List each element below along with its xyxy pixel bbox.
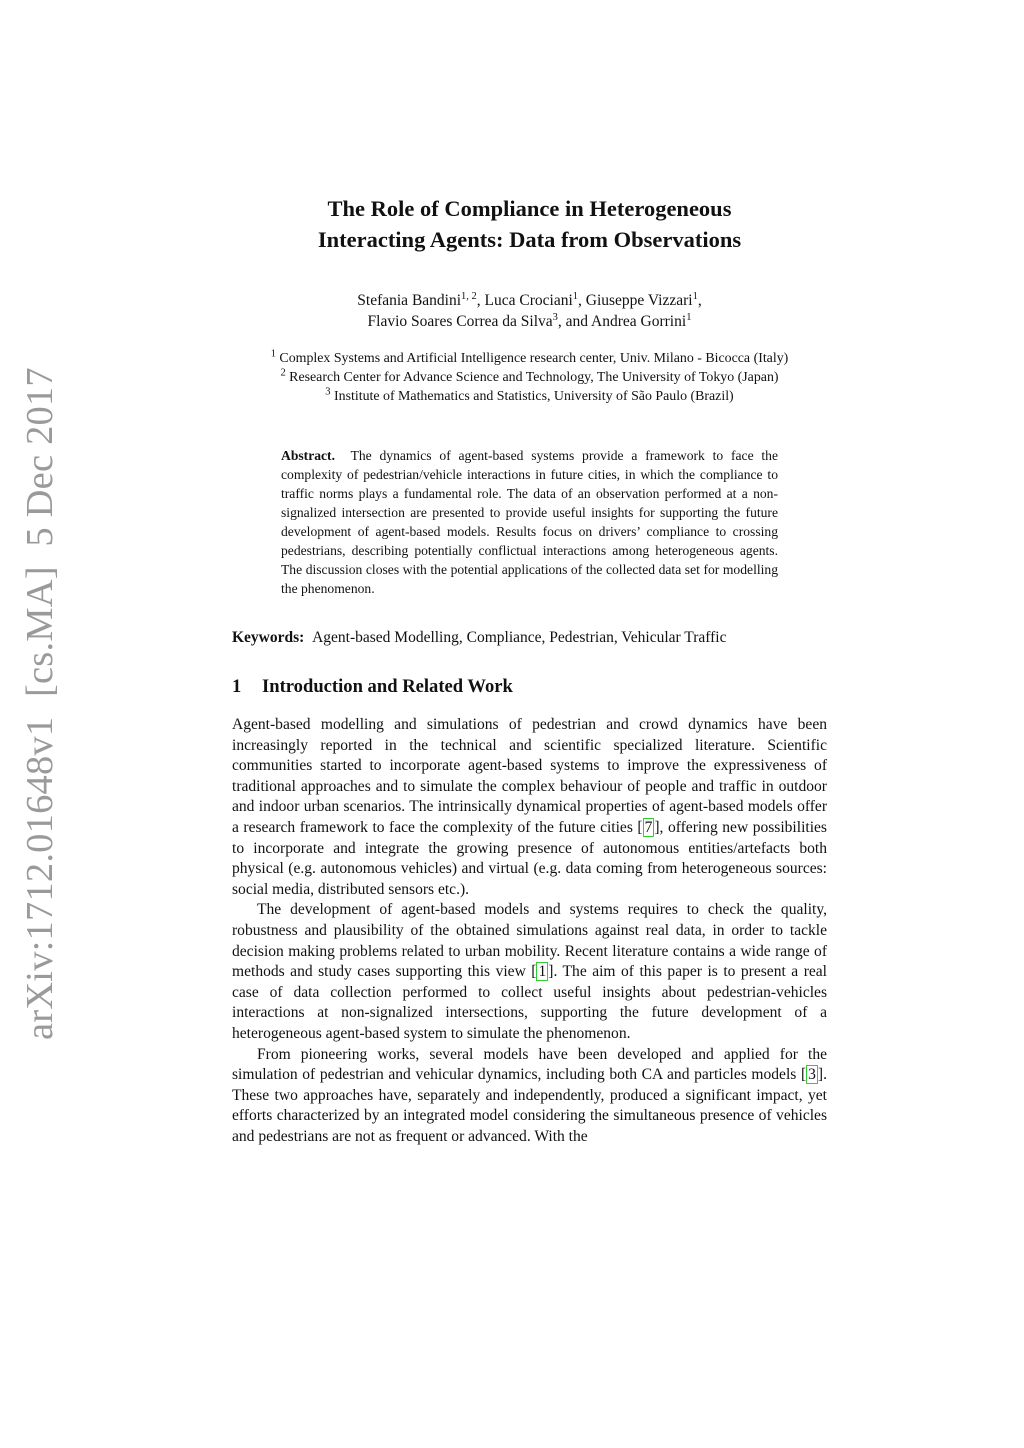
abstract-block xyxy=(281,446,778,598)
author-affiliation-mark: 1, 2 xyxy=(461,290,477,302)
author-name: Stefania Bandini xyxy=(357,292,462,309)
paragraph-text: The development of agent-based models and systems requires to check the quality, robustness and plausibility of the obtained simulations against real data, in order to tackle decision making problems related to urban mobility. Recent literature contains a wide range of methods and study cases supporting this view [ xyxy=(232,901,827,981)
paragraph-text: From pioneering works, several models have been developed and applied for the simulation of pedestrian and vehicular dynamics, including both CA and particles models [ xyxy=(232,1045,827,1084)
author-list xyxy=(232,290,827,332)
affiliation-number: 1 xyxy=(270,348,276,360)
affiliation-list xyxy=(192,349,867,406)
affiliation-text: Complex Systems and Artificial Intelligence research center, Univ. Milano - Bicocca (Italy) xyxy=(275,351,789,366)
affiliation-number: 3 xyxy=(325,386,331,398)
citation-link[interactable]: 7 xyxy=(644,818,653,836)
abstract-text: The dynamics of agent-based systems provide a framework to face the complexity of pedestrian/vehicle interactions in future cities, in which the compliance to traffic norms plays a fundamental role. The data of an observation performed at a non-signalized intersection are presented to provide useful insights for supporting the future development of agent-based models. Results focus on drivers’ compliance to crossing pedestrians, describing potentially conflictual interactions among heterogeneous agents. The discussion closes with the potential applications of the collected data set for modelling the phenomenon. xyxy=(281,448,779,596)
affiliation-item xyxy=(192,387,867,406)
paragraph xyxy=(232,715,827,900)
author-name: , Luca Crociani xyxy=(476,292,573,309)
author-line-2 xyxy=(232,311,827,332)
author-affiliation-mark: 1 xyxy=(572,290,579,302)
section-title: Introduction and Related Work xyxy=(262,676,513,697)
author-name: Flavio Soares Correa da Silva xyxy=(367,313,553,330)
keywords-label: Keywords: xyxy=(232,629,305,646)
author-affiliation-mark: 1 xyxy=(686,311,692,323)
paragraph xyxy=(232,900,827,1044)
author-affiliation-mark: 3 xyxy=(552,311,558,323)
affiliation-number: 2 xyxy=(280,367,286,379)
paragraph-text: Agent-based modelling and simulations of pedestrian and crowd dynamics have been increasingly reported in the technical and scientific specialized literature. Scientific communities started to incorporate agent-based systems to improve the expressiveness of traditional approaches and to simulate the complex behaviour of people and traffic in outdoor and indoor urban scenarios. The intrinsically dynamical properties of agent-based models offer a research framework to face the complexity of the future cities [ xyxy=(232,716,827,836)
abstract-label: Abstract. xyxy=(281,448,335,463)
paragraph-text: ], offering new possibilities to incorporate and integrate the growing presence of autonomous entities/artefacts both physical (e.g. autonomous vehicles) and virtual (e.g. data coming from heterogeneous sources: social media, distributed sensors etc.). xyxy=(232,818,827,898)
affiliation-text: Institute of Mathematics and Statistics, University of São Paulo (Brazil) xyxy=(330,389,734,404)
keywords-line xyxy=(232,627,827,648)
author-name: , Giuseppe Vizzari xyxy=(578,292,693,309)
keywords-text: Agent-based Modelling, Compliance, Pedestrian, Vehicular Traffic xyxy=(312,629,727,646)
affiliation-text: Research Center for Advance Science and Technology, The University of Tokyo (Japan) xyxy=(285,370,779,385)
author-name: , and Andrea Gorrini xyxy=(557,313,687,330)
author-line-1 xyxy=(232,290,827,311)
paragraph-text: ]. The aim of this paper is to present a real case of data collection performed to collect useful insights about pedestrian-vehicles interactions at non-signalized intersections, supporting the future development of a heterogeneous agent-based system to simulate the phenomenon. xyxy=(232,963,827,1042)
citation-link[interactable]: 1 xyxy=(538,963,547,981)
title-line-2: Interacting Agents: Data from Observations xyxy=(317,227,742,252)
title-line-1: The Role of Compliance in Heterogeneous xyxy=(327,196,732,221)
author-separator: , xyxy=(697,292,702,309)
paragraph-text: ]. These two approaches have, separately and independently, produced a significant impact, yet efforts characterized by an integrated model considering the simultaneous presence of vehicles and pedestrians are not as frequent or advanced. With the xyxy=(232,1066,827,1145)
citation-link[interactable]: 3 xyxy=(808,1066,816,1084)
section-number: 1 xyxy=(232,676,242,697)
author-affiliation-mark: 1 xyxy=(692,290,698,302)
section-body xyxy=(232,715,827,1147)
paper-title xyxy=(232,193,827,255)
paragraph xyxy=(232,1045,827,1148)
arxiv-identifier-sidebar: arXiv:1712.01648v1 [cs.MA] 5 Dec 2017 xyxy=(19,367,61,1040)
affiliation-item xyxy=(192,349,867,368)
section-heading xyxy=(232,675,827,699)
affiliation-item xyxy=(192,368,867,387)
